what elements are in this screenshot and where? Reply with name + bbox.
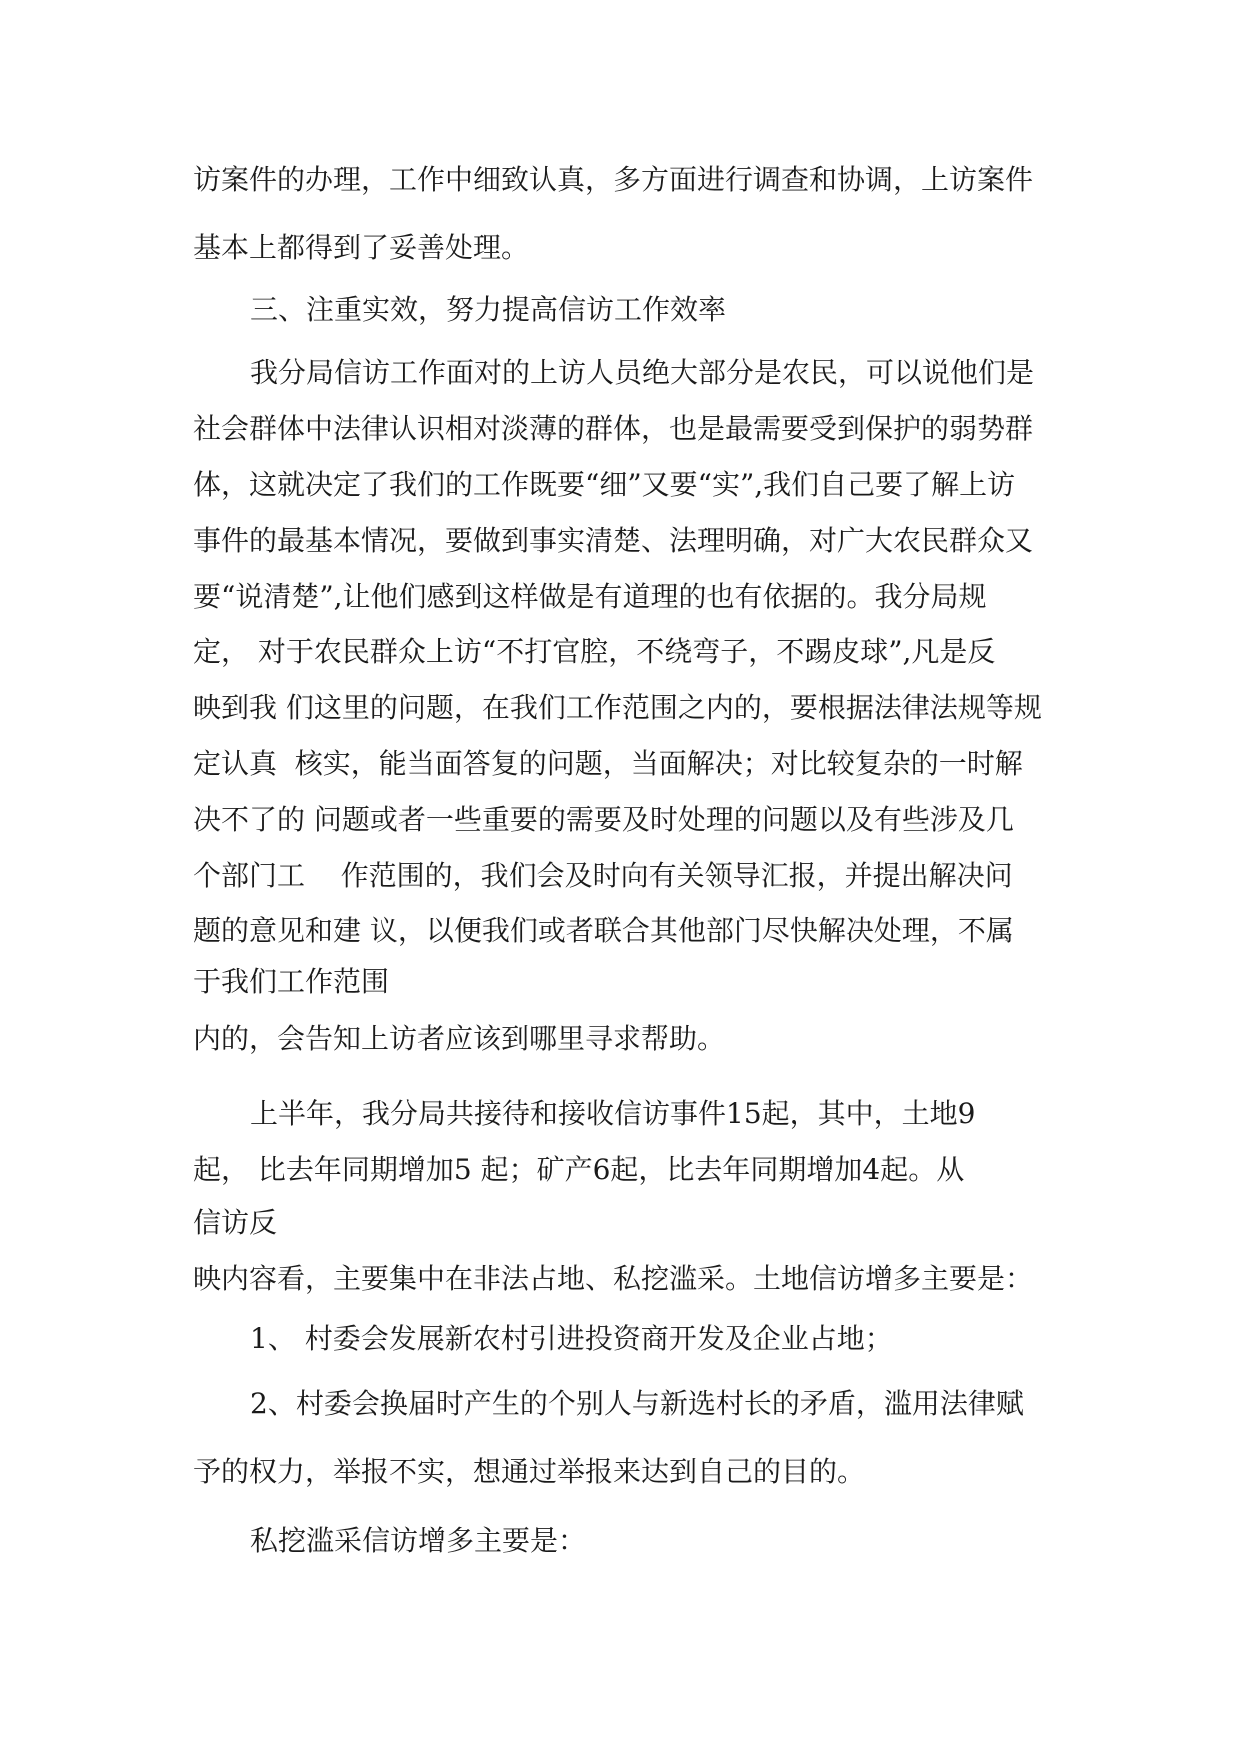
text-line: 要“说清楚”,让他们感到这样做是有道理的也有依据的。我分局规: [193, 580, 987, 613]
text-line: 访案件的办理，工作中细致认真，多方面进行调查和协调，上访案件: [193, 163, 1034, 196]
text-line: 决不了的 问题或者一些重要的需要及时处理的问题以及有些涉及几: [193, 803, 1014, 836]
list-item: 2、村委会换届时产生的个别人与新选村长的矛盾，滥用法律赋: [250, 1387, 1024, 1420]
text-line: 定， 对于农民群众上访“不打官腔，不绕弯子，不踢皮球”,凡是反: [193, 635, 996, 668]
text-line: 定认真 核实，能当面答复的问题，当面解决；对比较复杂的一时解: [193, 747, 1023, 780]
text-line: 予的权力，举报不实，想通过举报来达到自己的目的。: [193, 1455, 866, 1488]
text-line: 社会群体中法律认识相对淡薄的群体，也是最需要受到保护的弱势群: [193, 412, 1034, 445]
list-item: 1、 村委会发展新农村引进投资商开发及企业占地；: [250, 1322, 893, 1355]
text-line: 事件的最基本情况，要做到事实清楚、法理明确，对广大农民群众又: [193, 524, 1034, 557]
text-line: 个部门工 作范围的，我们会及时向有关领导汇报，并提出解决问: [193, 859, 1013, 892]
text-line: 于我们工作范围: [193, 965, 390, 998]
text-line: 映到我 们这里的问题，在我们工作范围之内的，要根据法律法规等规: [193, 691, 1042, 724]
text-line: 基本上都得到了妥善处理。: [193, 231, 530, 264]
section-heading: 三、注重实效，努力提高信访工作效率: [250, 293, 727, 326]
text-line: 体，这就决定了我们的工作既要“细”又要“实”,我们自己要了解上访: [193, 468, 1016, 501]
text-line: 起， 比去年同期增加5 起；矿产6起，比去年同期增加4起。从: [193, 1153, 965, 1186]
text-line: 映内容看，主要集中在非法占地、私挖滥采。土地信访增多主要是：: [193, 1262, 1034, 1295]
text-line: 上半年，我分局共接待和接收信访事件15起，其中，土地9: [250, 1097, 976, 1130]
text-line: 私挖滥采信访增多主要是：: [250, 1524, 587, 1557]
text-line: 题的意见和建 议，以便我们或者联合其他部门尽快解决处理，不属: [193, 914, 1014, 947]
text-line: 内的，会告知上访者应该到哪里寻求帮助。: [193, 1022, 726, 1055]
text-line: 信访反: [193, 1206, 278, 1239]
text-line: 我分局信访工作面对的上访人员绝大部分是农民，可以说他们是: [250, 356, 1035, 389]
